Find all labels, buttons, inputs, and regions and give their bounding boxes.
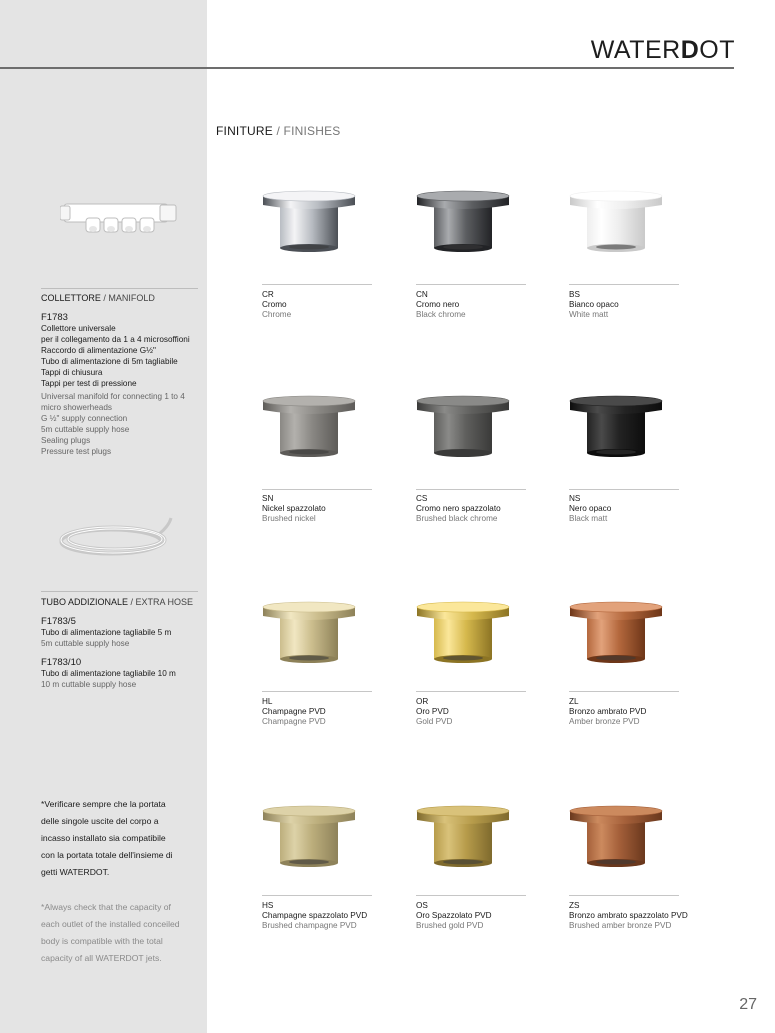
hose-desc-it-5: Tubo di alimentazione tagliabile 5 m [41,628,172,637]
finish-label-ns: NS Nero opaco Black matt [569,494,612,523]
jet-icon [262,597,358,665]
finish-divider [569,895,679,896]
finish-divider [416,895,526,896]
manifold-desc-en: Universal manifold for connecting 1 to 4 micro showerheads G ½" supply connection 5m cuttable supply hose Sealing plugs Pressure test plugs [41,392,185,456]
jet-icon [262,391,358,459]
finish-label-or: OR Oro PVD Gold PVD [416,697,453,726]
note-it: *Verificare sempre che la portata delle singole uscite del corpo a incasso installato sia compatibile con la portata totale dell'insieme di getti WATERDOT. [41,799,173,877]
finish-label-hl: HL Champagne PVD Champagne PVD [262,697,326,726]
manifold-code: F1783 [41,312,68,323]
finish-label-os: OS Oro Spazzolato PVD Brushed gold PVD [416,901,492,930]
finish-swatch-hl [262,597,372,665]
finish-swatch-ns [569,391,679,459]
jet-icon [569,391,665,459]
hose-desc-en-5: 5m cuttable supply hose [41,639,130,648]
finish-divider [262,691,372,692]
hose-image [55,512,175,562]
finish-label-sn: SN Nickel spazzolato Brushed nickel [262,494,326,523]
hose-heading: TUBO ADDIZIONALE / EXTRA HOSE [41,597,194,607]
finish-divider [416,489,526,490]
finish-divider [416,691,526,692]
finish-swatch-cn [416,186,526,254]
section-title: FINITURE / FINISHES [216,124,341,138]
jet-icon [569,597,665,665]
finish-label-zl: ZL Bronzo ambrato PVD Amber bronze PVD [569,697,647,726]
finish-label-bs: BS Bianco opaco White matt [569,290,619,319]
header-divider [0,67,734,69]
finish-divider [416,284,526,285]
note-en: *Always check that the capacity of each outlet of the installed conceiled body is compatible with the total capacity of all WATERDOT jets. [41,902,180,963]
jet-icon [262,186,358,254]
hose-code-10: F1783/10 [41,657,82,668]
finish-swatch-cr [262,186,372,254]
manifold-info [41,293,201,457]
hose-info [41,597,201,690]
finish-label-cn: CN Cromo nero Black chrome [416,290,466,319]
manifold-desc-it: Collettore universale per il collegamento da 1 a 4 microsoffioni Raccordo di alimentazione G½" Tubo di alimentazione di 5m tagliabile Tappi di chiusura Tappi per test di pressione [41,324,190,388]
jet-icon [416,801,512,869]
finish-divider [569,284,679,285]
finish-swatch-zs [569,801,679,869]
finish-label-cs: CS Cromo nero spazzolato Brushed black chrome [416,494,501,523]
hose-desc-en-10: 10 m cuttable supply hose [41,680,137,689]
manifold-image [60,196,180,246]
manifold-heading: COLLETTORE / MANIFOLD [41,293,155,303]
finish-swatch-cs [416,391,526,459]
finish-swatch-sn [262,391,372,459]
finish-swatch-zl [569,597,679,665]
page-number: 27 [739,996,757,1013]
jet-icon [262,801,358,869]
hose-code-5: F1783/5 [41,616,76,627]
jet-icon [416,391,512,459]
finish-divider [569,691,679,692]
hose-desc-it-10: Tubo di alimentazione tagliabile 10 m [41,669,176,678]
manifold-divider [41,288,198,289]
finish-swatch-bs [569,186,679,254]
finish-label-hs: HS Champagne spazzolato PVD Brushed champagne PVD [262,901,368,930]
brand-logo: WATERDOT [590,36,735,64]
finish-divider [569,489,679,490]
hose-divider [41,591,198,592]
jet-icon [569,186,665,254]
finish-divider [262,895,372,896]
jet-icon [416,597,512,665]
finish-swatch-hs [262,801,372,869]
jet-icon [569,801,665,869]
finish-label-cr: CR Cromo Chrome [262,290,292,319]
finish-label-zs: ZS Bronzo ambrato spazzolato PVD Brushed amber bronze PVD [569,901,688,930]
finish-swatch-os [416,801,526,869]
finish-swatch-or [416,597,526,665]
finish-divider [262,284,372,285]
finish-divider [262,489,372,490]
jet-icon [416,186,512,254]
